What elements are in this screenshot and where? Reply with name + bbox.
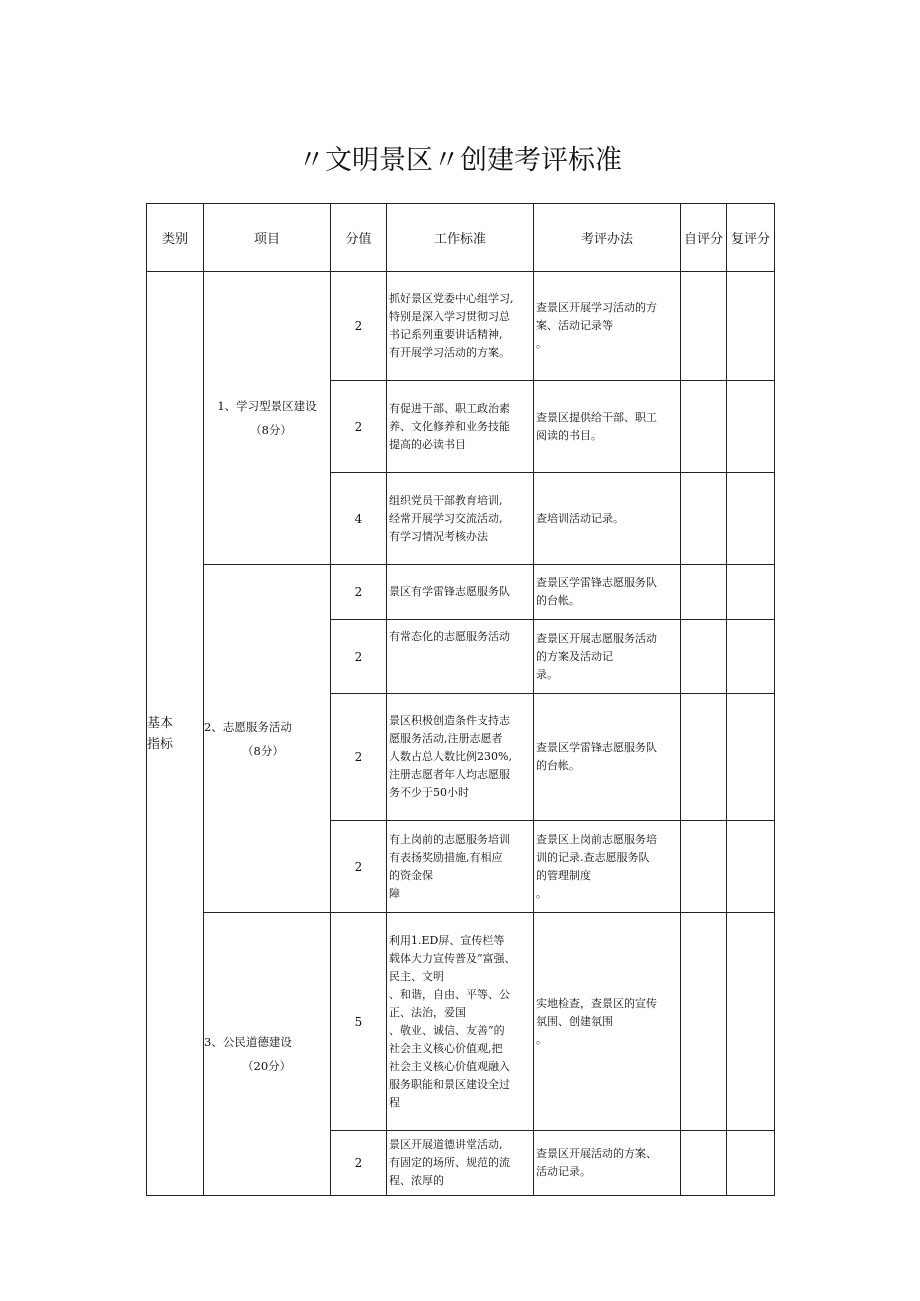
- self-score-cell[interactable]: [681, 1131, 727, 1196]
- item-label: 3、公民道德建设: [204, 1035, 292, 1049]
- review-score-cell[interactable]: [727, 565, 775, 620]
- score-cell: 2: [331, 381, 387, 473]
- self-score-cell[interactable]: [681, 620, 727, 694]
- item-label: 2、志愿服务活动: [204, 719, 292, 734]
- method-cell: 查景区上岗前志愿服务培 训的记录.查志愿服务队 的管理制度 。: [534, 821, 681, 913]
- evaluation-table: [146, 203, 775, 1196]
- method-cell: 查景区学雷锋志愿服务队 的台帐。: [534, 694, 681, 821]
- item-cell-volunteer: [204, 565, 331, 913]
- self-score-cell[interactable]: [681, 473, 727, 565]
- review-score-cell[interactable]: [727, 1131, 775, 1196]
- self-score-cell[interactable]: [681, 821, 727, 913]
- page-title: 〃文明景区〃创建考评标准: [298, 145, 622, 176]
- self-score-cell[interactable]: [681, 565, 727, 620]
- self-score-cell[interactable]: [681, 694, 727, 821]
- table-row: [147, 565, 775, 620]
- standard-cell: 有促进干部、职工政治素 养、文化修养和业务技能 提高的必读书目: [387, 381, 534, 473]
- item-cell-morality: [204, 913, 331, 1196]
- method-cell: 查景区开展志愿服务活动 的方案及活动记 录。: [534, 620, 681, 694]
- standard-cell: 利用1.ED屏、宣传栏等 载体大力宣传普及“富强、 民主、文明 、和谐，自由、平等、公 正、法治，爱国 、敬业、诚信、友善”的 社会主义核心价值观,把 社会主义核心价值观融入 服务职能和景区建设全过 程: [387, 913, 534, 1131]
- review-score-cell[interactable]: [727, 694, 775, 821]
- item-points: （8分）: [242, 743, 284, 758]
- score-cell: 4: [331, 473, 387, 565]
- score-cell: 5: [331, 913, 387, 1131]
- item-label: 1、学习型景区建设: [217, 399, 317, 413]
- header-item: 项目: [204, 204, 331, 272]
- score-cell: 2: [331, 1131, 387, 1196]
- method-cell: 查景区学雷锋志愿服务队 的台帐。: [534, 565, 681, 620]
- category-cell: 基本 指标: [147, 272, 204, 1196]
- method-cell: 查景区开展活动的方案、 活动记录。: [534, 1131, 681, 1196]
- standard-cell: 有上岗前的志愿服务培训 有表扬奖励措施,有相应 的资金保 障: [387, 821, 534, 913]
- standard-cell: 有常态化的志愿服务活动: [387, 620, 534, 694]
- header-score: 分值: [331, 204, 387, 272]
- score-cell: 2: [331, 620, 387, 694]
- self-score-cell[interactable]: [681, 272, 727, 381]
- standard-cell: 组织党员干部教育培训, 经常开展学习交流活动, 有学习情况考核办法: [387, 473, 534, 565]
- item-cell-study: [204, 272, 331, 565]
- header-review-score: 复评分: [727, 204, 775, 272]
- self-score-cell[interactable]: [681, 381, 727, 473]
- review-score-cell[interactable]: [727, 620, 775, 694]
- review-score-cell[interactable]: [727, 913, 775, 1131]
- score-cell: 2: [331, 821, 387, 913]
- standard-cell: 景区积极创造条件支持志 愿服务活动,注册志愿者 人数占总人数比例230%, 注册志愿者年人均志愿服 务不少于50小时: [387, 694, 534, 821]
- review-score-cell[interactable]: [727, 821, 775, 913]
- table-row: [147, 272, 775, 381]
- item-points: （8分）: [250, 423, 292, 437]
- method-cell: 查景区提供给干部、职工 阅读的书目。: [534, 381, 681, 473]
- review-score-cell[interactable]: [727, 473, 775, 565]
- standard-cell: 景区有学雷锋志愿服务队: [387, 565, 534, 620]
- method-cell: 查景区开展学习活动的方 案、活动记录等 。: [534, 272, 681, 381]
- table-header-row: [147, 204, 775, 272]
- score-cell: 2: [331, 272, 387, 381]
- method-cell: 实地检查，查景区的宣传 氛围、创建氛围 。: [534, 913, 681, 1131]
- header-category: 类别: [147, 204, 204, 272]
- header-method: 考评办法: [534, 204, 681, 272]
- score-cell: 2: [331, 565, 387, 620]
- item-points: （20分）: [242, 1059, 292, 1073]
- method-cell: 查培训活动记录。: [534, 473, 681, 565]
- score-cell: 2: [331, 694, 387, 821]
- self-score-cell[interactable]: [681, 913, 727, 1131]
- table-row: [147, 913, 775, 1131]
- standard-cell: 景区开展道德讲堂活动, 有固定的场所、规范的流 程、浓厚的: [387, 1131, 534, 1196]
- header-self-score: 自评分: [681, 204, 727, 272]
- header-standard: 工作标准: [387, 204, 534, 272]
- review-score-cell[interactable]: [727, 381, 775, 473]
- standard-cell: 抓好景区党委中心组学习, 特别是深入学习贯彻习总 书记系列重要讲话精神, 有开展学习活动的方案。: [387, 272, 534, 381]
- review-score-cell[interactable]: [727, 272, 775, 381]
